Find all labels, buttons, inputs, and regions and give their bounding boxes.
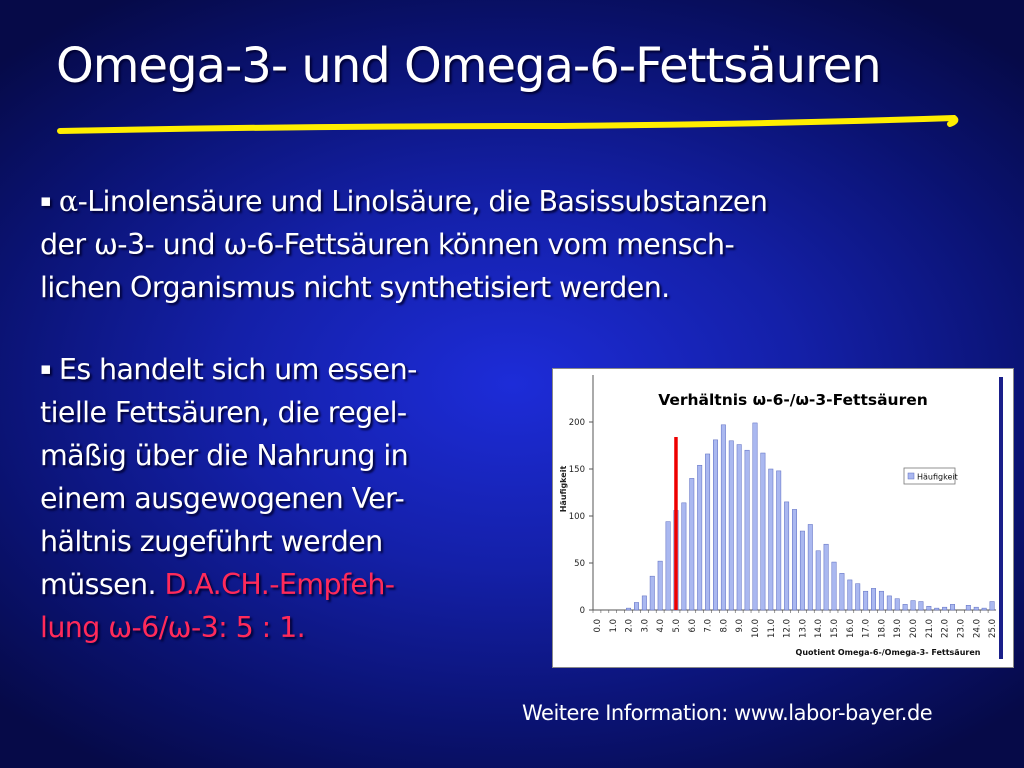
histogram-bar — [658, 561, 662, 610]
histogram-bar — [887, 596, 891, 610]
x-tick-label: 23.0 — [956, 619, 967, 638]
y-tick-label: 0 — [579, 606, 585, 616]
bullet-1-line-2: der ω-3- und ω-6-Fettsäuren können vom mensch- — [40, 228, 735, 261]
bullet-2-line-1 — [40, 348, 540, 391]
x-tick-label: 18.0 — [877, 619, 888, 638]
histogram-bar — [737, 445, 741, 610]
x-tick-label: 24.0 — [972, 619, 983, 638]
histogram-bar — [634, 602, 638, 610]
histogram-bar — [792, 509, 796, 610]
x-tick-label: 17.0 — [861, 619, 872, 638]
bullet-2-line-3: mäßig über die Nahrung in — [40, 439, 409, 472]
bullet-1 — [40, 180, 1010, 309]
histogram-bar — [974, 607, 978, 610]
histogram-bar — [776, 471, 780, 610]
x-tick-label: 2.0 — [624, 619, 635, 633]
histogram-bar — [895, 599, 899, 610]
bullet-2-line-1-text: Es handelt sich um essen- — [58, 353, 417, 386]
x-tick-label: 1.0 — [608, 619, 619, 633]
histogram-bar — [966, 605, 970, 610]
x-tick-label: 21.0 — [924, 619, 935, 638]
x-tick-label: 10.0 — [750, 619, 761, 638]
x-tick-label: 13.0 — [798, 619, 809, 638]
legend-label: Häufigkeit — [917, 472, 958, 482]
histogram-bar — [626, 608, 630, 610]
histogram-bar — [832, 562, 836, 610]
recommendation-text-part-1: D.A.CH.-Empfeh- — [164, 568, 395, 601]
histogram-bar — [666, 522, 670, 610]
bullet-2-marker: ▪ — [40, 359, 51, 379]
histogram-svg — [553, 369, 1013, 667]
x-tick-label: 15.0 — [830, 619, 841, 638]
histogram-bar — [903, 604, 907, 610]
title-underline — [0, 0, 1024, 160]
bullet-1-marker: ▪ — [40, 191, 51, 211]
x-tick-label: 8.0 — [719, 619, 730, 633]
bullet-1-line-3: lichen Organismus nicht synthetisiert werden. — [40, 271, 670, 304]
histogram-bar — [856, 584, 860, 610]
bullet-2-line-2: tielle Fettsäuren, die regel- — [40, 396, 407, 429]
histogram-bar — [950, 604, 954, 610]
histogram-bar — [713, 440, 717, 610]
x-tick-label: 16.0 — [845, 619, 856, 638]
x-tick-label: 22.0 — [940, 619, 951, 638]
x-tick-label: 25.0 — [988, 619, 999, 638]
x-tick-label: 3.0 — [640, 619, 651, 633]
x-tick-label: 19.0 — [893, 619, 904, 638]
histogram-bar — [642, 596, 646, 610]
x-tick-label: 5.0 — [671, 619, 682, 633]
histogram-bar — [745, 450, 749, 610]
histogram-bar — [784, 502, 788, 610]
histogram-bar — [848, 580, 852, 610]
histogram-bar — [863, 591, 867, 610]
histogram-bar — [753, 423, 757, 610]
footer-info: Weitere Information: www.labor-bayer.de — [522, 701, 933, 725]
histogram-bar — [919, 602, 923, 610]
histogram-bar — [808, 524, 812, 610]
histogram-bar — [800, 531, 804, 610]
x-tick-label: 7.0 — [703, 619, 714, 633]
histogram-bar — [911, 601, 915, 610]
histogram-bar — [769, 469, 773, 610]
histogram-bar — [697, 465, 701, 610]
title-underline-stroke — [60, 118, 955, 131]
bullet-2-line-6 — [40, 563, 540, 606]
histogram-bar — [721, 425, 725, 610]
bullet-1-line-1 — [40, 180, 1010, 223]
x-tick-label: 0.0 — [592, 619, 603, 633]
bullet-2 — [40, 348, 540, 649]
histogram-bar — [824, 544, 828, 610]
histogram-bar — [982, 608, 986, 610]
recommendation-text-part-2: lung ω-6/ω-3: 5 : 1. — [40, 611, 306, 644]
y-tick-label: 50 — [574, 559, 585, 569]
x-tick-label: 12.0 — [782, 619, 793, 638]
y-axis-title: Häufigkeit — [559, 465, 568, 513]
histogram-bar — [990, 602, 994, 610]
histogram-bar — [705, 454, 709, 610]
histogram-bar — [729, 441, 733, 610]
chart-frame-bar — [999, 377, 1003, 659]
alpha-symbol: α — [58, 185, 78, 218]
legend-swatch — [908, 473, 914, 479]
bullet-2-line-4: einem ausgewogenen Ver- — [40, 482, 405, 515]
ratio-histogram-chart — [552, 368, 1014, 668]
x-tick-label: 4.0 — [656, 619, 667, 633]
histogram-bar — [942, 607, 946, 610]
histogram-bar — [879, 591, 883, 610]
x-tick-label: 20.0 — [909, 619, 920, 638]
y-tick-label: 150 — [568, 465, 585, 475]
x-tick-label: 14.0 — [814, 619, 825, 638]
histogram-bar — [690, 478, 694, 610]
histogram-bar — [816, 551, 820, 610]
histogram-bar — [840, 573, 844, 610]
bullet-2-line-6-text: müssen. — [40, 568, 156, 601]
chart-title: Verhältnis ω-6-/ω-3-Fettsäuren — [658, 391, 928, 409]
histogram-bar — [761, 453, 765, 610]
x-tick-label: 6.0 — [687, 619, 698, 633]
x-tick-label: 11.0 — [766, 619, 777, 638]
x-axis-title: Quotient Omega-6-/Omega-3- Fettsäuren — [795, 648, 981, 657]
x-tick-label: 9.0 — [735, 619, 746, 633]
histogram-bar — [927, 606, 931, 610]
histogram-bar — [871, 588, 875, 610]
y-tick-label: 200 — [568, 418, 585, 428]
histogram-bar — [682, 503, 686, 610]
histogram-bar — [650, 576, 654, 610]
bullet-1-line-1-text: -Linolensäure und Linolsäure, die Basissubstanzen — [77, 185, 768, 218]
y-tick-label: 100 — [568, 512, 585, 522]
histogram-bar — [935, 608, 939, 610]
slide-title: Omega-3- und Omega-6-Fettsäuren — [56, 38, 881, 94]
bullet-2-line-5: hältnis zugeführt werden — [40, 525, 383, 558]
